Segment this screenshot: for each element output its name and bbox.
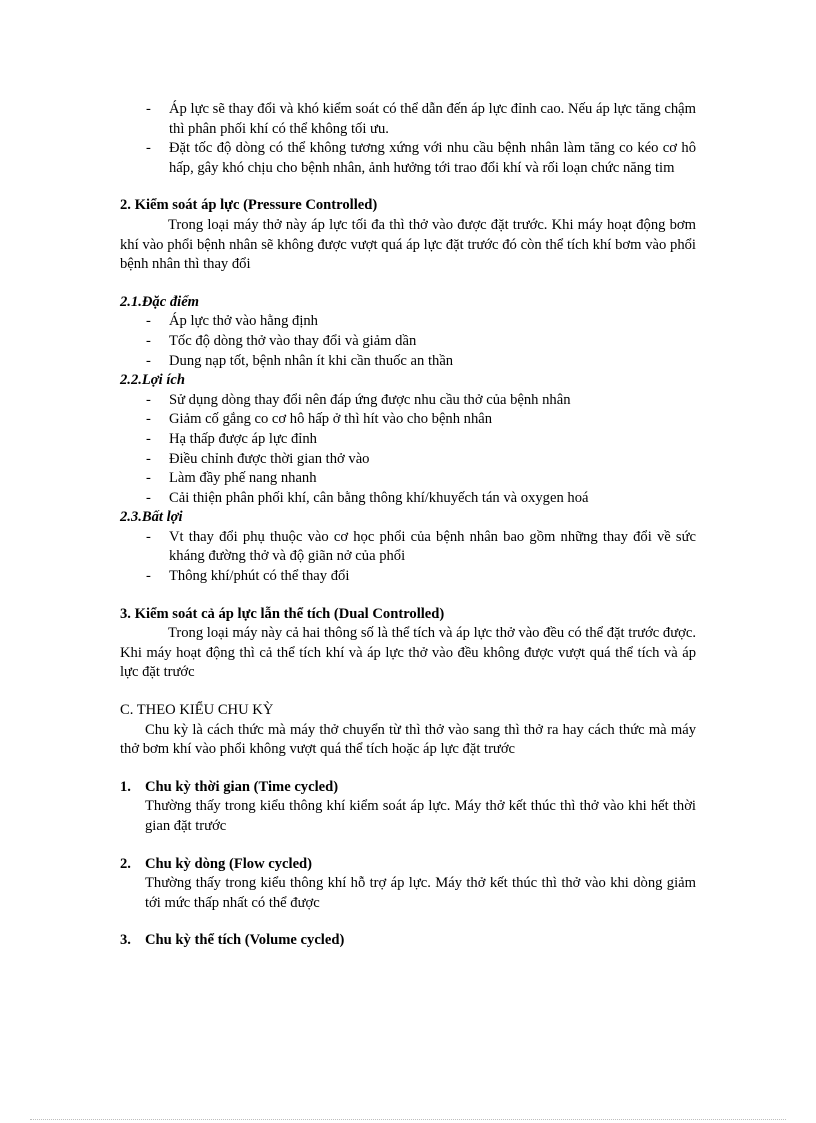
item-number: 2. xyxy=(120,855,131,872)
list-item: - Hạ thấp được áp lực đỉnh xyxy=(120,430,696,450)
list-item: - Làm đầy phế nang nhanh xyxy=(120,469,696,489)
section-c-heading: C. THEO KIỂU CHU KỲ xyxy=(120,702,274,719)
list-item: - Thông khí/phút có thể thay đổi xyxy=(120,567,696,587)
document-page xyxy=(120,100,696,951)
list-item: - Tốc độ dòng thở vào thay đổi và giảm dần xyxy=(120,332,696,352)
list-item: - Điều chỉnh được thời gian thở vào xyxy=(120,450,696,470)
section-2-paragraph: Trong loại máy thở này áp lực tối đa thì thở vào được đặt trước. Khi máy hoạt động bơm khí vào phổi bệnh nhân sẽ không được vượt quá áp lực đặt trước đó còn thể tích khí bơm vào phổi bệnh nhân thì thay đổi xyxy=(120,216,696,273)
drawbacks-list xyxy=(120,528,696,587)
list-item: - Giảm cố gắng co cơ hô hấp ở thì hít vào cho bệnh nhân xyxy=(120,410,696,430)
drawbacks-heading: 2.3.Bất lợi xyxy=(120,509,183,526)
top-bullet-list xyxy=(120,100,696,178)
list-item: - Áp lực sẽ thay đổi và khó kiểm soát có thể dẫn đến áp lực đỉnh cao. Nếu áp lực tăng chậm thì phân phối khí có thể không tối ưu. xyxy=(120,100,696,139)
item-number: 3. xyxy=(120,932,131,949)
section-3-paragraph: Trong loại máy này cả hai thông số là thể tích và áp lực thở vào đều có thể đặt trước được. Khi máy hoạt động thì cả thể tích khí và áp lực thở vào đều không được vượt quá thể tích và áp lực đặt trước xyxy=(120,625,696,681)
features-heading: 2.1.Đặc điểm xyxy=(120,293,200,310)
item-body: Thường thấy trong kiểu thông khí hỗ trợ áp lực. Máy thở kết thúc thì thở vào khi dòng giảm tới mức thấp nhất có thể được xyxy=(145,875,696,911)
item-title: Chu kỳ thể tích (Volume cycled) xyxy=(145,932,345,949)
list-item: - Sử dụng dòng thay đổi nên đáp ứng được nhu cầu thở của bệnh nhân xyxy=(120,391,696,411)
item-body: Thường thấy trong kiểu thông khí kiểm soát áp lực. Máy thở kết thúc thì thở vào khi hết thời gian đặt trước xyxy=(145,798,696,834)
list-item: - Cải thiện phân phối khí, cân bằng thông khí/khuyếch tán và oxygen hoá xyxy=(120,489,696,509)
item-number: 1. xyxy=(120,778,131,795)
list-item: - Vt thay đổi phụ thuộc vào cơ học phổi của bệnh nhân bao gồm những thay đổi về sức kháng đường thở và độ giãn nở của phổi xyxy=(120,528,696,567)
cycle-item-flow xyxy=(120,855,696,914)
cycle-item-volume xyxy=(120,931,696,951)
item-title: Chu kỳ thời gian (Time cycled) xyxy=(145,778,339,795)
cycle-item-time xyxy=(120,778,696,837)
list-item: - Áp lực thở vào hằng định xyxy=(120,312,696,332)
section-c-paragraph: Chu kỳ là cách thức mà máy thở chuyển từ thì thở vào sang thì thở ra hay cách thức mà máy thở bơm khí vào phổi không vượt quá thể tích hoặc áp lực đặt trước xyxy=(120,721,696,758)
section-3-heading: 3. Kiểm soát cả áp lực lẫn thể tích (Dual Controlled) xyxy=(120,605,445,622)
features-list xyxy=(120,312,696,371)
item-title: Chu kỳ dòng (Flow cycled) xyxy=(145,855,313,872)
page-bottom-divider xyxy=(30,1119,786,1120)
section-2-heading: 2. Kiểm soát áp lực (Pressure Controlled) xyxy=(120,197,378,214)
benefits-list xyxy=(120,391,696,509)
list-item: - Đặt tốc độ dòng có thể không tương xứng với nhu cầu bệnh nhân làm tăng co kéo cơ hô hấp, gây khó chịu cho bệnh nhân, ảnh hưởng tới trao đổi khí và rối loạn chức năng tim xyxy=(120,139,696,178)
benefits-heading: 2.2.Lợi ích xyxy=(120,372,185,389)
list-item: - Dung nạp tốt, bệnh nhân ít khi cần thuốc an thần xyxy=(120,352,696,372)
